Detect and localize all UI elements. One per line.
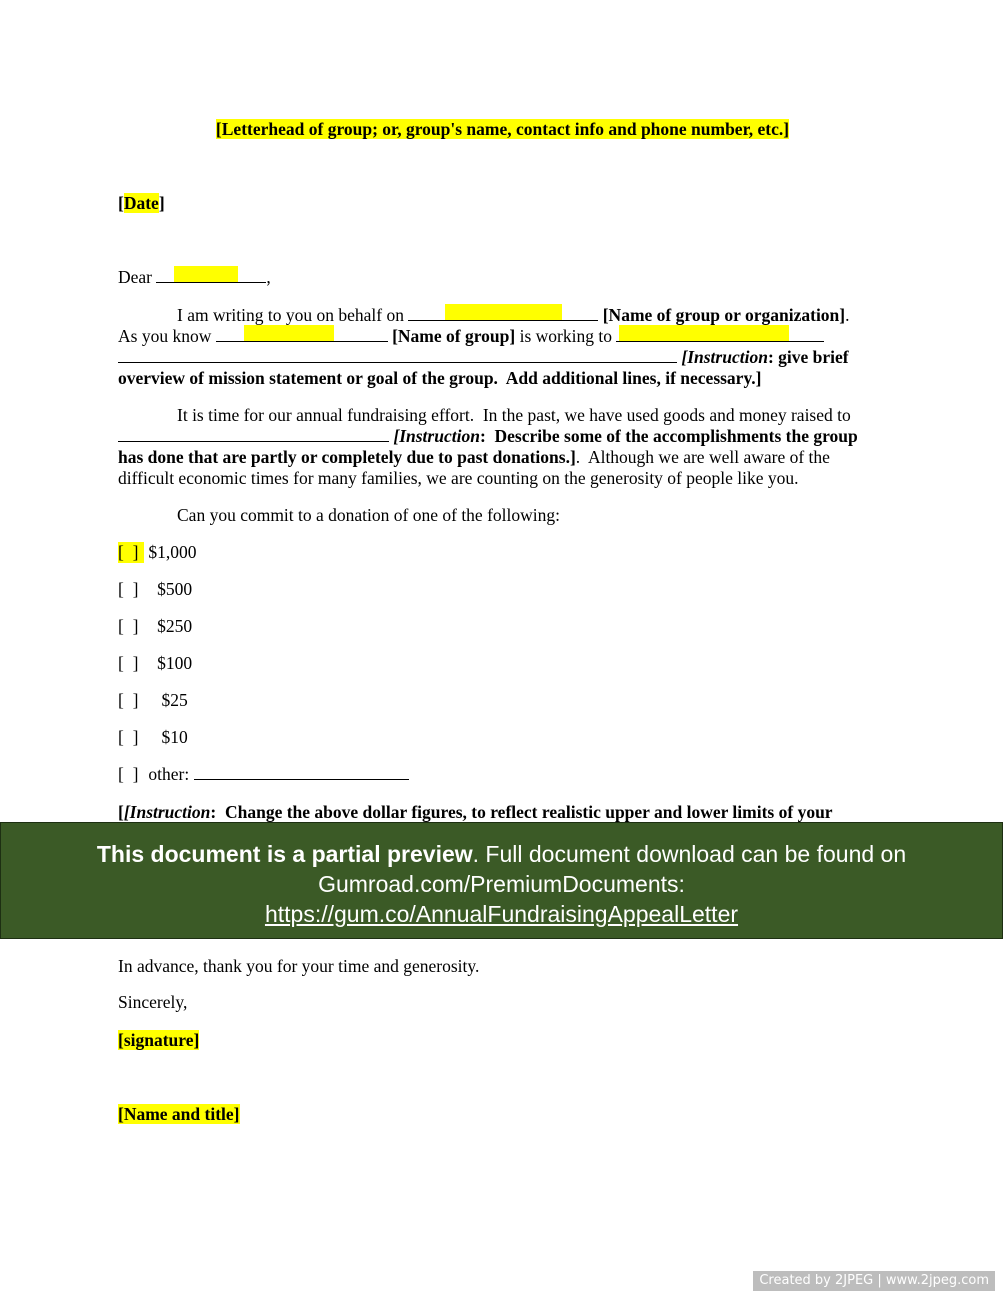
option-label: $10 <box>161 727 188 747</box>
option-other[interactable] <box>118 764 409 785</box>
option-label: $100 <box>157 653 193 673</box>
checkbox-icon[interactable]: [ ] <box>118 579 139 599</box>
closing-line <box>118 992 187 1013</box>
signature-placeholder <box>118 1030 199 1051</box>
preview-banner <box>0 822 1003 939</box>
option-label: $500 <box>157 579 193 599</box>
para1-line2 <box>118 326 824 347</box>
checkbox-icon[interactable]: [ ] <box>118 616 139 636</box>
name-title-text: [Name and title] <box>118 1104 240 1124</box>
instruction-label: [Instruction <box>393 426 480 446</box>
checkbox-icon[interactable]: [ ] <box>118 542 144 563</box>
option-label: other: <box>148 764 190 784</box>
checkbox-icon[interactable]: [ ] <box>118 653 139 673</box>
instruction-dollar-figures: [[Instruction: Change the above dollar figures, to reflect realistic upper and lower limits of your <box>118 802 833 822</box>
other-amount-blank[interactable] <box>194 764 409 780</box>
para1-bold: overview of mission statement or goal of the group. Add additional lines, if necessary.] <box>118 368 762 388</box>
checkbox-icon[interactable]: [ ] <box>118 727 139 747</box>
instruction-text: has done that are partly or completely due to past donations.] <box>118 447 576 467</box>
checkbox-icon[interactable]: [ ] <box>118 764 139 784</box>
para2-line4 <box>118 468 799 489</box>
thanks-text: In advance, thank you for your time and generosity. <box>118 956 480 976</box>
banner-bold-text: This document is a partial preview <box>96 841 473 867</box>
para1-line3 <box>118 347 849 368</box>
group-name-blank <box>408 305 598 321</box>
para1-text: I am writing to you on behalf on <box>177 305 404 325</box>
para2-line3 <box>118 447 830 468</box>
accomplishments-blank <box>118 426 389 442</box>
para2-text: It is time for our annual fundraising effort. In the past, we have used goods and money raised to <box>177 405 851 425</box>
watermark: Created by 2JPEG | www.2jpeg.com <box>753 1271 995 1291</box>
letterhead-text: [Letterhead of group; or, group's name, contact info and phone number, etc.] <box>215 119 790 139</box>
para2-line2 <box>118 426 858 447</box>
option-100[interactable] <box>118 653 192 674</box>
signature-text: [signature] <box>118 1030 200 1050</box>
option-500[interactable] <box>118 579 192 600</box>
para2-text: difficult economic times for many families, we are counting on the generosity of people like you. <box>118 468 799 488</box>
para1-text: is working to <box>519 326 612 346</box>
name-title-placeholder <box>118 1104 240 1125</box>
closing-text: Sincerely, <box>118 992 188 1012</box>
instruction-label: [Instruction <box>123 802 211 822</box>
option-10[interactable] <box>118 727 188 748</box>
para1-text: As you know <box>118 326 212 346</box>
para1-line1: I am writing to you on behalf on [Name of group or organization]. <box>177 305 850 325</box>
download-link[interactable]: https://gum.co/AnnualFundraisingAppealLetter <box>264 901 739 927</box>
mission-blank <box>616 326 824 342</box>
salutation: Dear , <box>118 267 271 287</box>
para2-line1 <box>177 405 851 426</box>
para1-bold: [Name of group] <box>392 326 516 346</box>
option-250[interactable] <box>118 616 192 637</box>
banner-source: Gumroad.com/PremiumDocuments: <box>318 871 685 897</box>
para2-text: . Although we are well aware of the <box>575 447 830 467</box>
group-blank <box>216 326 388 342</box>
banner-text: . Full document download can be found on <box>472 841 907 867</box>
option-label: $1,000 <box>148 542 197 562</box>
thanks-line <box>118 956 479 977</box>
instruction-label: [Instruction <box>681 347 768 367</box>
date-placeholder: [Date] <box>118 193 165 213</box>
instruction-text: : give brief <box>767 347 849 367</box>
instruction-text: : Describe some of the accomplishments the group <box>479 426 858 446</box>
commit-line <box>177 505 560 526</box>
commit-text: Can you commit to a donation of one of the following: <box>177 505 560 525</box>
option-25[interactable] <box>118 690 188 711</box>
checkbox-icon[interactable]: [ ] <box>118 690 139 710</box>
date-text: Date <box>123 193 159 213</box>
para1-bold: [Name of group or organization] <box>602 305 846 325</box>
recipient-blank <box>156 267 266 283</box>
instruction-text: : Change the above dollar figures, to reflect realistic upper and lower limits of your <box>210 802 833 822</box>
salutation-text: Dear <box>118 267 153 287</box>
mission-blank-2 <box>118 347 677 363</box>
letterhead-placeholder <box>0 119 1005 140</box>
option-label: $250 <box>157 616 193 636</box>
option-label: $25 <box>161 690 188 710</box>
para1-line4 <box>118 368 761 389</box>
option-1000[interactable] <box>118 542 197 563</box>
